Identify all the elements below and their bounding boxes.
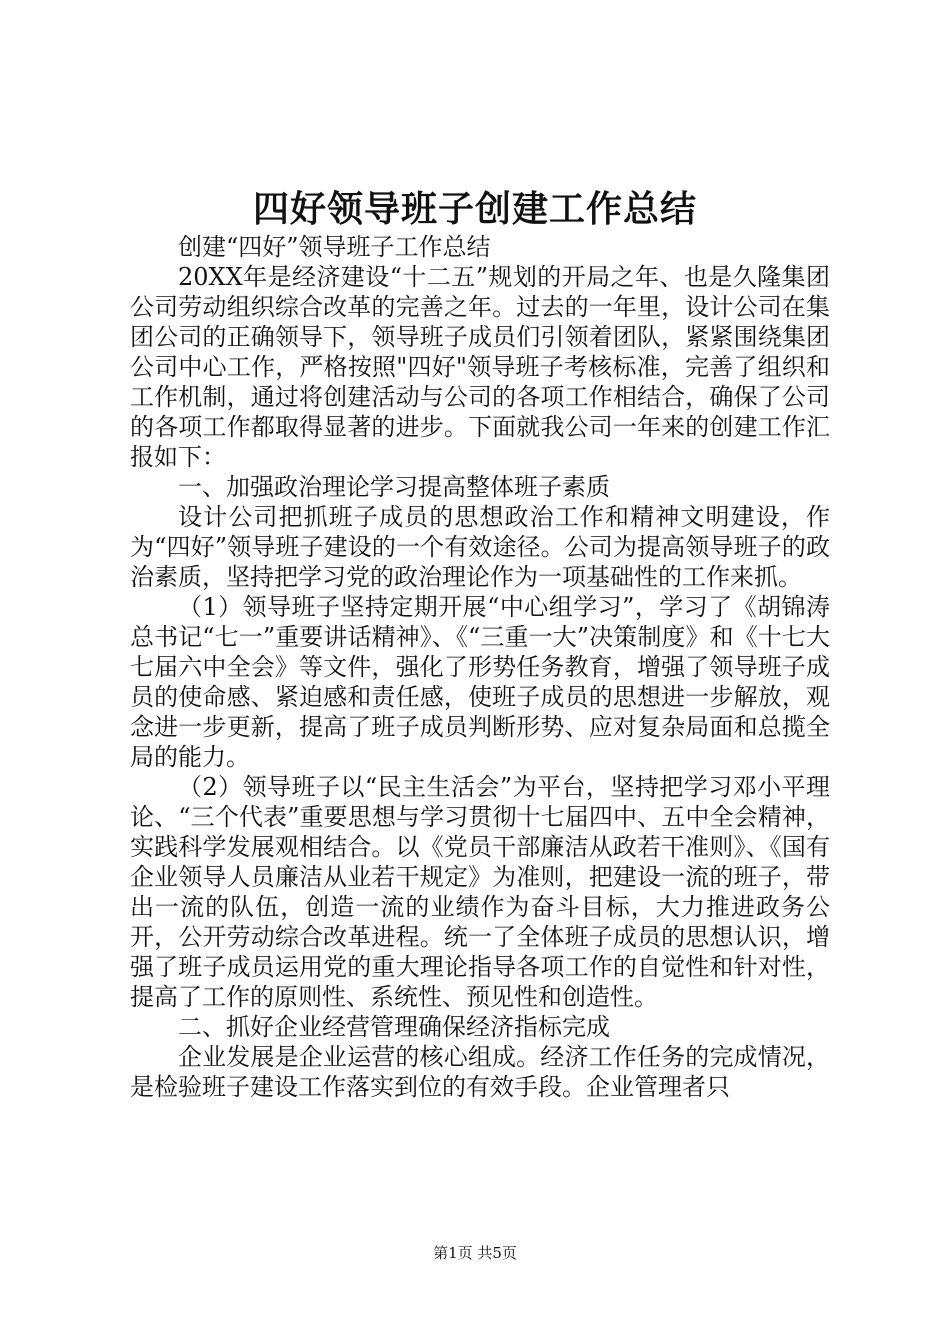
paragraph-item-1: （1）领导班子坚持定期开展“中心组学习”，学习了《胡锦涛总书记“七一”重要讲话精神》、《“三重一大”决策制度》和《十七大七届六中全会》等文件，强化了形势任务教育，增强了领导班子成员的使命感、紧迫感和责任感，使班子成员的思想进一步解放，观念进一步更新，提高了班子成员判断形势、应对复杂局面和总揽全局的能力。 xyxy=(130,593,830,771)
paragraph-subtitle: 创建“四好”领导班子工作总结 xyxy=(178,233,491,261)
document-body xyxy=(130,232,830,1102)
paragraph-section-1: 设计公司把抓班子成员的思想政治工作和精神文明建设，作为“四好”领导班子建设的一个有效途径。公司为提高领导班子的政治素质，坚持把学习党的政治理论作为一项基础性的工作来抓。 xyxy=(130,503,830,591)
document-title: 四好领导班子创建工作总结 xyxy=(252,188,697,230)
paragraph-intro: 20XX年是经济建设“十二五”规划的开局之年、也是久隆集团公司劳动组织综合改革的完善之年。过去的一年里，设计公司在集团公司的正确领导下，领导班子成员们引领着团队，紧紧围绕集团公司中心工作，严格按照"四好"领导班子考核标准，完善了组织和工作机制，通过将创建活动与公司的各项工作相结合，确保了公司的各项工作都取得显著的进步。下面就我公司一年来的创建工作汇报如下： xyxy=(130,263,830,471)
section-heading-2: 二、抓好企业经营管理确保经济指标完成 xyxy=(178,1013,610,1041)
paragraph-item-2: （2）领导班子以“民主生活会”为平台，坚持把学习邓小平理论、“三个代表”重要思想与学习贯彻十七届四中、五中全会精神，实践科学发展观相结合。以《党员干部廉洁从政若干准则》、《国有企业领导人员廉洁从业若干规定》为准则，把建设一流的班子，带出一流的队伍，创造一流的业绩作为奋斗目标，大力推进政务公开，公开劳动综合改革进程。统一了全体班子成员的思想认识，增强了班子成员运用党的重大理论指导各项工作的自觉性和针对性，提高了工作的原则性、系统性、预见性和创造性。 xyxy=(130,773,830,1011)
page-footer: 第1页 共5页 xyxy=(433,1244,517,1262)
paragraph-section-2: 企业发展是企业运营的核心组成。经济工作任务的完成情况，是检验班子建设工作落实到位的有效手段。企业管理者只 xyxy=(130,1043,830,1101)
section-heading-1: 一、加强政治理论学习提高整体班子素质 xyxy=(178,473,610,501)
